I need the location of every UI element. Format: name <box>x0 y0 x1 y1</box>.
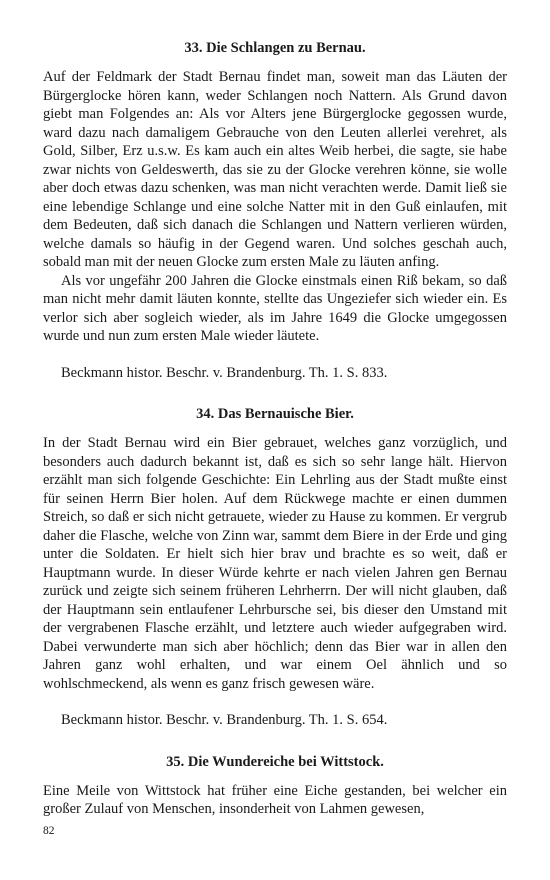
story-33 <box>43 38 507 382</box>
story-34 <box>43 404 507 730</box>
page-number: 82 <box>43 825 55 837</box>
story-paragraph: Eine Meile von Wittstock hat früher eine Eiche gestanden, bei welcher ein großer Zulauf von Menschen, insonderheit von Lahmen gewesen, <box>43 782 507 817</box>
story-title: 33. Die Schlangen zu Bernau. <box>184 40 366 56</box>
book-page <box>43 38 507 819</box>
story-title: 35. Die Wundereiche bei Wittstock. <box>166 753 384 770</box>
story-paragraph: Auf der Feldmark der Stadt Bernau findet man, soweit man das Läuten der Bürgerglocke hören kann, weder Schlangen noch Nattern. Als Grund davon giebt man Folgendes an: Als vor Alters jene Bürgerglocke gegossen wurde, ward dazu nach damaligem Gebrauche von den Leuten allerlei verehret, als Gold, Silber, Erz u.s.w. Es kam auch ein altes Weib herbei, die sagte, sie habe zwar nichts von Geldeswerth, das sie zu der Glocke verehren könne, sie wolle aber doch etwas dazu schenken, was man nicht verachten werde. Damit ließ sie eine lebendige Schlange und eine solche Natter mit in den Guß einlaufen, mit dem Bedeuten, daß sich danach die Schlangen und Nattern verlieren würden, welche damals so häufig in der Gegend waren. Und solches geschah auch, sobald man mit der neuen Glocke zum ersten Male zu läuten anfing. <box>43 69 507 270</box>
source-citation: Beckmann histor. Beschr. v. Brandenburg. Th. 1. S. 833. <box>61 364 388 381</box>
source-citation: Beckmann histor. Beschr. v. Brandenburg. Th. 1. S. 654. <box>61 712 388 728</box>
story-paragraph: In der Stadt Bernau wird ein Bier gebrauet, welches ganz vorzüglich, und besonders auch dadurch bekannt ist, daß es sich so sehr lange hält. Hiervon erzählt man sich folgende Geschichte: Ein Lehrling aus der Stadt mußte einst für seinen Herrn Bier holen. Auf dem Rückwege machte er einen dummen Streich, so daß er sich nicht getrauete, wieder zu Hause zu kommen. Er vergrub daher die Flasche, welche von Zinn war, sammt dem Biere in der Erde und ging unter die Soldaten. Er hielt sich hier brav und brachte es so weit, daß er Hauptmann wurde. In dieser Würde kehrte er nach vielen Jahren gen Bernau zurück und zeigte sich seinem früheren Lehrherrn. Der will nicht glauben, daß der Hauptmann sein entlaufener Lehrbursche sei, bis dieser den Umstand mit der vergrabenen Flasche erzählt, und letztere auch wieder aufgegraben wird. Dabei verwunderte man sich aber höchlich; denn das Bier war in allen den Jahren ganz wohl erhalten, und war einem Oel ähnlich und so wohlschmeckend, als wenn es ganz frisch gewesen wäre. <box>43 435 507 692</box>
story-title: 34. Das Bernauische Bier. <box>196 406 354 422</box>
story-35 <box>43 752 507 819</box>
story-paragraph: Als vor ungefähr 200 Jahren die Glocke einstmals einen Riß bekam, so daß man nicht mehr damit läuten konnte, stellte das Ungeziefer sich wieder ein. Es verlor sich aber sogleich wieder, als im Jahre 1649 die Glocke umgegossen wurde und nun zum ersten Male wieder läutete. <box>43 272 507 344</box>
